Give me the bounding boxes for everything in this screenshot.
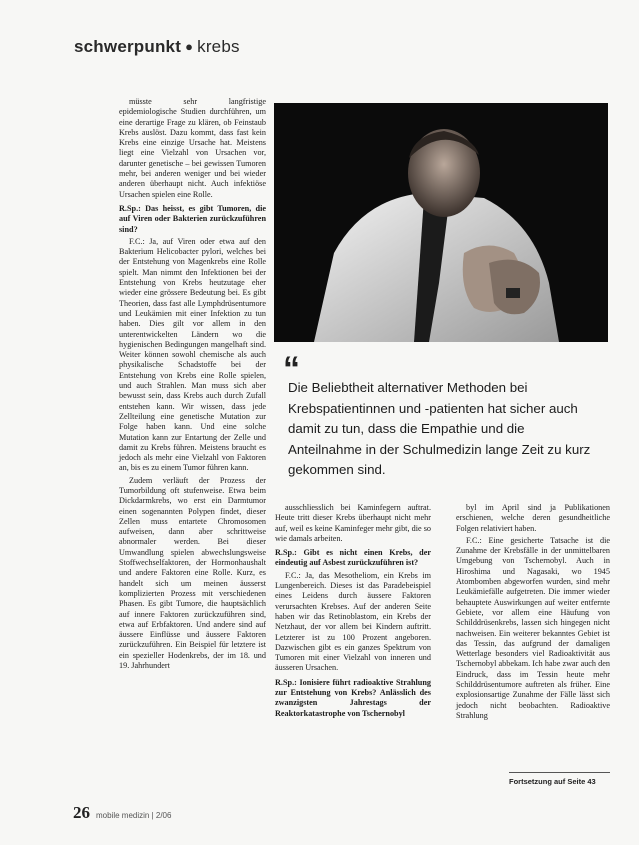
paragraph: F.C.: Ja, auf Viren oder etwa auf den Bakterium Helicobacter pylori, welches bei der Entstehung von Magenkrebs eine Rolle spielt. Man nimmt den Infektionen bei der Entstehung von Krebs heutzutage eher wieder eine grössere Bedeutung bei. Es gibt Theorien, dass fast alle Lymphdrüsentumore und Leukämien mit einer Infektion zu tun haben. Dies gilt vor allem in den unterentwickelten Ländern wo die hygienischen Bedingungen mangelhaft sind. Weiter können sowohl chemische als auch physikalische Schadstoffe bei der Entstehung von Krebs eine Rolle spielen, und auch Strahlen. Man muss sich aber bewusst sein, dass Krebs auch durch Zufall entstehen kann. Wir wissen, dass jede Zellteilung eine genetische Mutation zur Folge haben kann. Und eine solche Mutation kann zur Entartung der Zelle und damit zu Krebs führen. Meistens braucht es jedoch als mehr eine Vielzahl von Faktoren an, bis es zu einem Tumor führen kann. (119, 236, 266, 473)
paragraph: byl im April sind ja Publikationen erschienen, welche deren gesundheitliche Folgen relativiert haben. (456, 503, 610, 533)
page-footer (73, 803, 171, 823)
continued-note: Fortsetzung auf Seite 43 (509, 777, 596, 786)
interview-question: R.Sp.: Ionisiere führt radioaktive Strahlung zur Entstehung von Krebs? Anlässlich des zwanzigsten Jahrestags der Reaktorkatastrophe von Tschernobyl (275, 677, 431, 718)
section-header (74, 37, 240, 57)
quote-mark: “ (283, 350, 300, 388)
paragraph: ausschliesslich bei Kaminfegern auftrat. Heute tritt dieser Krebs überhaupt nicht mehr auf, weil es keine Kaminfeger mehr gibt, die so wie damals arbeiten. (275, 503, 431, 543)
interview-question: R.Sp.: Das heisst, es gibt Tumoren, die auf Viren oder Bakterien zurückzuführen sind? (119, 203, 266, 234)
interview-question: R.Sp.: Gibt es nicht einen Krebs, der eindeutig auf Asbest zurückzuführen ist? (275, 548, 431, 568)
man-portrait-illustration (274, 103, 608, 342)
paragraph: Zudem verläuft der Prozess der Tumorbildung oft stufenweise. Etwa beim Dickdarmkrebs, wo erst ein Darmtumor einen sogenannten Polypen findet, dieser Zellen muss entartete Chromosomen aufweisen, dann aber schrittweise abnormaler werden. Bei dieser Umwandlung spielen abwechslungsweise Stoffwechselfaktoren, der Hormonhaushalt und andere Faktoren eine Rolle. Kurz, es handelt sich um meinen äusserst komplizierten Prozess mit verschiedenen Phasen. Es gibt Tumore, die hauptsächlich auf innere Faktoren zurückzuführen sind, etwa auf Erbfaktoren. Und andere sind auf äussere Einflüsse und äussere Faktoren zurückzuführen. Ein Beispiel für letztere ist ein spezieller Hodenkrebs, der im 18. und 19. Jahrhundert (119, 475, 266, 671)
section-label: schwerpunkt (74, 37, 182, 56)
publication-name: mobile medizin | 2/06 (96, 811, 172, 820)
paragraph: müsste sehr langfristige epidemiologische Studien durchführen, um eine derartige Frage zu klären, ob Feinstaub Krebs auslöst. Dazu kommt, dass fast kein Krebs eine einzige Ursache hat. Meistens liegt eine Vielzahl von Ursachen vor, darunter genetische – bei gewissen Tumoren mehr, bei anderen weniger und bei wieder anderen überhaupt nicht. Auch infektiöse Ursachen spielen eine Rolle. (119, 97, 266, 199)
topic-label: krebs (197, 37, 240, 56)
portrait-photo (274, 103, 608, 342)
text-column-1 (119, 97, 266, 673)
text-column-3 (456, 503, 610, 723)
paragraph: F.C.: Ja, das Mesotheliom, ein Krebs im Lungenbereich. Dieses ist das Paradebeispiel eines Leidens durch äussere Faktoren verursachten Krebses. Auf der anderen Seite haben wir das Retinoblastom, ein Krebs der Netzhaut, der vor allem bei Kindern auftritt. Letzterer ist zu 100 Prozent angeboren. Dazwischen gibt es ein ganzes Spektrum von Tumoren mit einer Vielzahl von inneren und äusseren Ursachen. (275, 570, 431, 673)
page-number: 26 (73, 803, 90, 822)
bullet: ● (185, 39, 194, 54)
divider (509, 772, 610, 773)
text-column-2 (275, 503, 431, 721)
paragraph: F.C.: Eine gesicherte Tatsache ist die Zunahme der Krebsfälle in der unmittelbaren Umgebung von Tschernobyl. Auch in Hiroshima und Nagasaki, wo 1945 Atombomben abgeworfen wurden, sind mehr Leukämiefälle aufgetreten. Die immer wieder behauptete Auswirkungen auf weiter entfernte Gebiete, vor allem eine Häufung von Schilddrüsenkrebs, lassen sich hingegen nicht nachweisen. Ein weiterer bekanntes Gebiet ist das Tessin, das aufgrund der damaligen Wetterlage besonders viel Radioaktivität aus Tschernobyl abbekam. Ich habe zwar auch den Eindruck, dass im Tessin heute mehr Schilddrüsentumore auftreten als früher. Eine explosionsartige Zunahme der Fälle lässt sich jedoch nicht beobachten. Radioaktive Strahlung (456, 535, 610, 720)
pull-quote: Die Beliebtheit alternativer Methoden bei Krebspatientinnen und -patienten hat sicher auch damit zu tun, dass die Empathie und die Anteilnahme in der Schulmedizin lange Zeit zu kurz gekommen sind. (288, 380, 591, 477)
